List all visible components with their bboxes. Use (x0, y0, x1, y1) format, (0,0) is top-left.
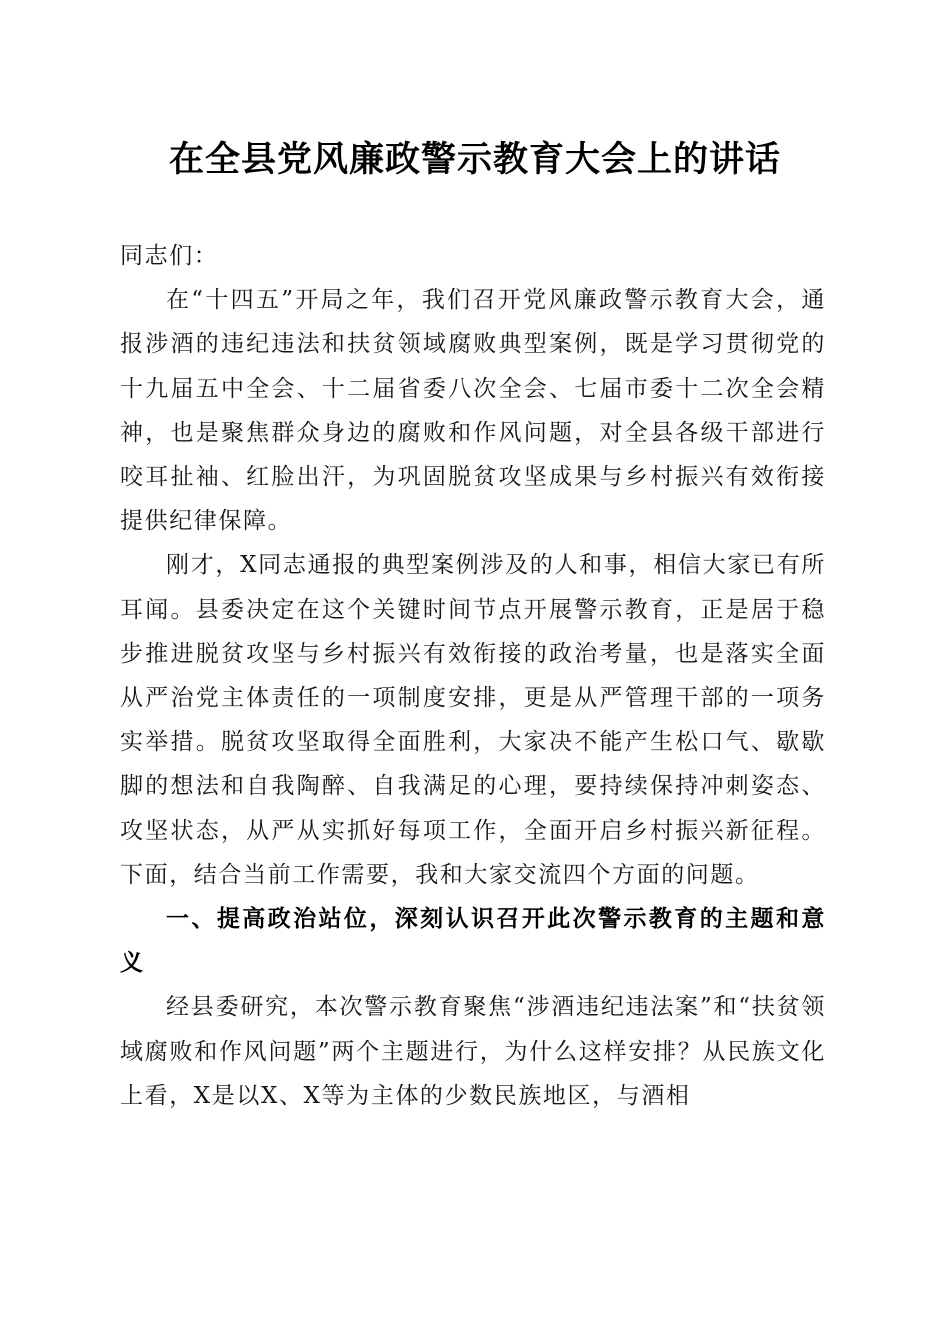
section-heading-1: 一、提高政治站位，深刻认识召开此次警示教育的主题和意义 (120, 906, 826, 977)
body-paragraph-1: 在“十四五”开局之年，我们召开党风廉政警示教育大会，通报涉酒的违纪违法和扶贫领域腐败典型案例，既是学习贯彻党的十九届五中全会、十二届省委八次全会、七届市委十二次全会精神，也是聚焦群众身边的腐败和作风问题，对全县各级干部进行咬耳扯袖、红脸出汗，为巩固脱贫攻坚成果与乡村振兴有效衔接提供纪律保障。 (120, 287, 826, 535)
salutation: 同志们： (120, 243, 219, 269)
section-paragraph-1: 经县委研究，本次警示教育聚焦“涉酒违纪违法案”和“扶贫领域腐败和作风问题”两个主题进行，为什么这样安排？从民族文化上看，X是以X、X等为主体的少数民族地区，与酒相 (120, 994, 826, 1109)
document-title: 在全县党风廉政警示教育大会上的讲话 (168, 139, 781, 180)
document-body (120, 234, 826, 1118)
body-paragraph-2: 刚才，X同志通报的典型案例涉及的人和事，相信大家已有所耳闻。县委决定在这个关键时间节点开展警示教育，正是居于稳步推进脱贫攻坚与乡村振兴有效衔接的政治考量，也是落实全面从严治党主体责任的一项制度安排，更是从严管理干部的一项务实举措。脱贫攻坚取得全面胜利，大家决不能产生松口气、歇歇脚的想法和自我陶醉、自我满足的心理，要持续保持冲刺姿态、攻坚状态，从严从实抓好每项工作，全面开启乡村振兴新征程。下面，结合当前工作需要，我和大家交流四个方面的问题。 (120, 552, 826, 888)
